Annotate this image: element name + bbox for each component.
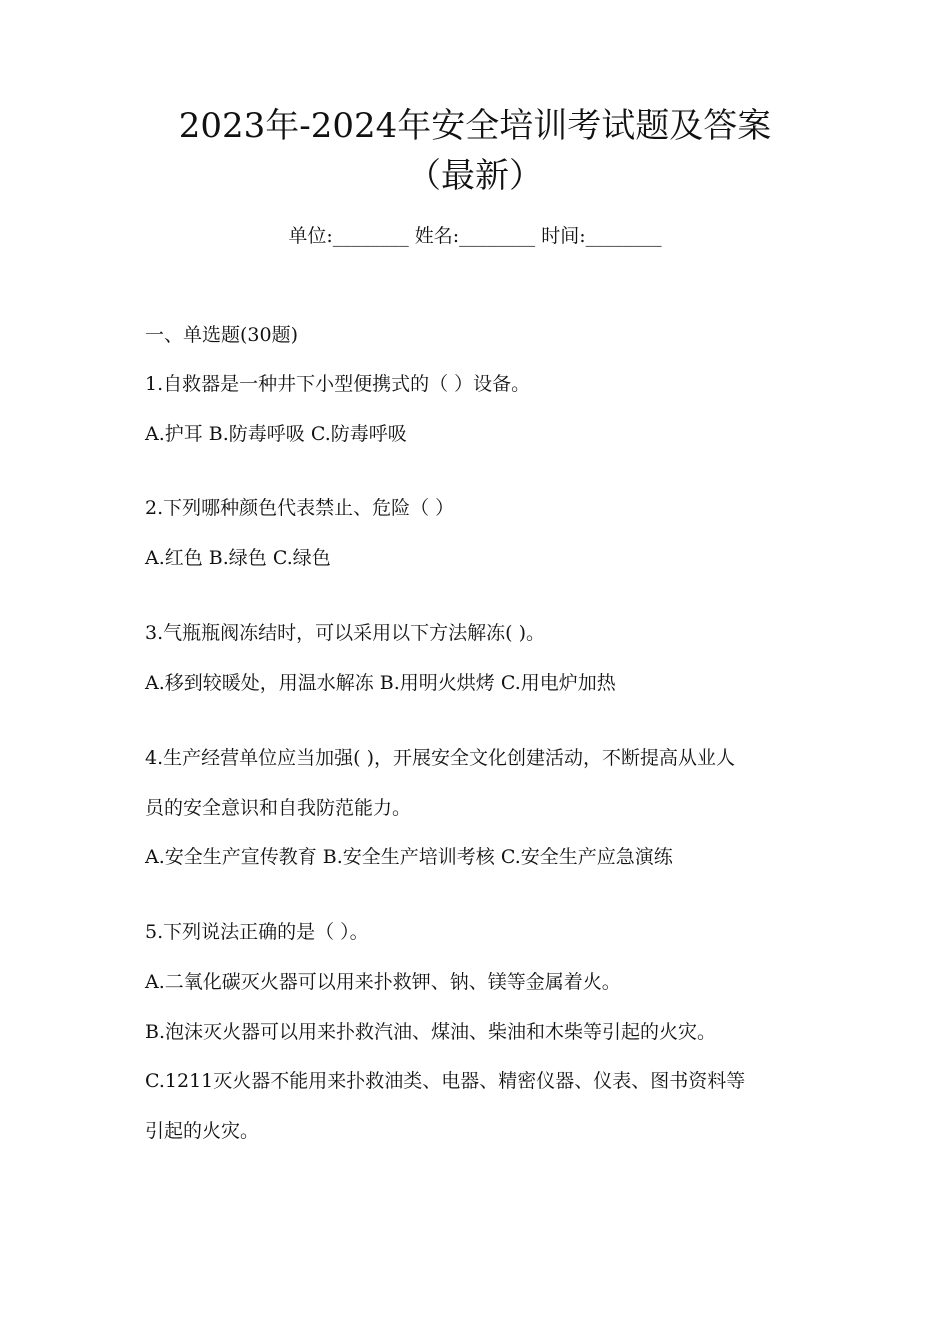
question-1-options: A.护耳 B.防毒呼吸 C.防毒呼吸 [145,423,407,445]
question-5-option-c-line-2: 引起的火灾。 [145,1120,260,1142]
document-title-line-1: 2023年-2024年安全培训考试题及答案 [178,106,772,146]
question-1-stem: 1.自救器是一种井下小型便携式的（ ）设备。 [145,373,531,395]
section-heading: 一、单选题(30题) [145,324,299,346]
question-5-option-b: B.泡沫灭火器可以用来扑救汽油、煤油、柴油和木柴等引起的火灾。 [145,1021,717,1043]
question-3-options: A.移到较暖处，用温水解冻 B.用明火烘烤 C.用电炉加热 [145,672,616,694]
document-title-line-2: （最新） [407,156,543,196]
question-4-stem-line-1: 4.生产经营单位应当加强( )，开展安全文化创建活动，不断提高从业人 [145,747,735,769]
question-4-stem-line-2: 员的安全意识和自我防范能力。 [145,797,412,819]
info-fields-line: 单位:________ 姓名:________ 时间:________ [288,225,662,247]
question-4-options: A.安全生产宣传教育 B.安全生产培训考核 C.安全生产应急演练 [145,846,673,868]
question-2-stem: 2.下列哪种颜色代表禁止、危险（ ） [145,497,455,519]
question-5-stem: 5.下列说法正确的是（ ）。 [145,921,369,943]
question-3-stem: 3.气瓶瓶阀冻结时，可以采用以下方法解冻( )。 [145,622,545,644]
question-5-option-c-line-1: C.1211灭火器不能用来扑救油类、电器、精密仪器、仪表、图书资料等 [145,1070,746,1092]
question-2-options: A.红色 B.绿色 C.绿色 [145,547,331,569]
question-5-option-a: A.二氧化碳灭火器可以用来扑救钾、钠、镁等金属着火。 [145,971,621,993]
